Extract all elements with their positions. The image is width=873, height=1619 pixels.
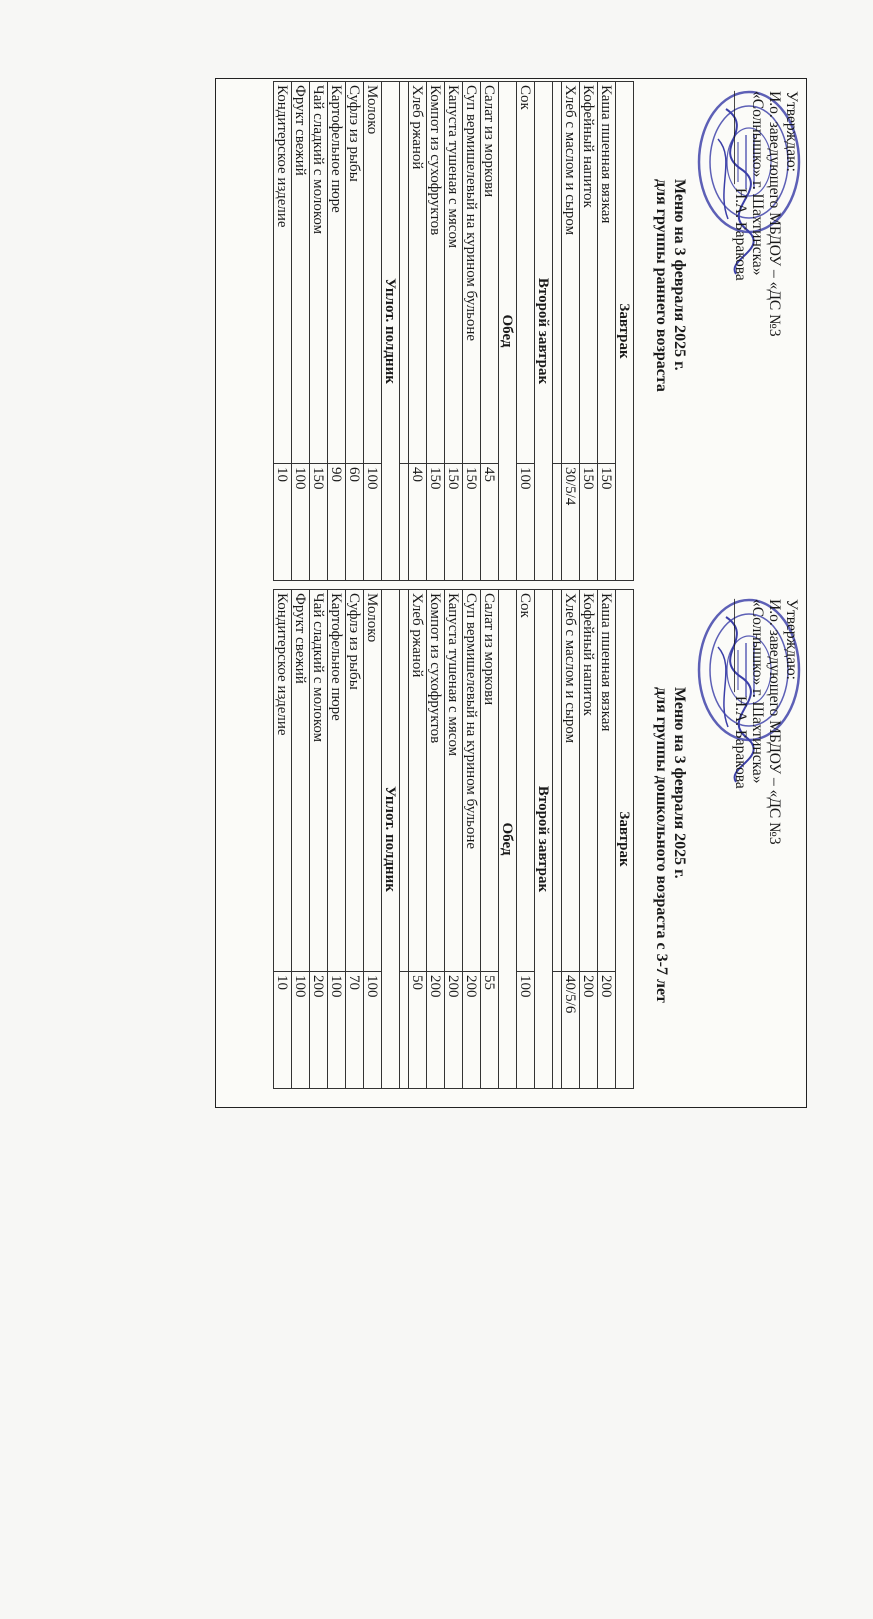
approval-line: Утверждаю: — [783, 599, 800, 680]
menu-table — [273, 589, 634, 1089]
table-row — [598, 590, 616, 1089]
approval-line: И.о. заведующего МБДОУ – «ДС №3 — [766, 599, 783, 845]
dish-qty: 10 — [274, 972, 292, 1089]
dish-qty: 100 — [328, 972, 346, 1089]
dish-qty: 200 — [463, 972, 481, 1089]
section-header: Завтрак — [616, 590, 634, 1089]
dish-qty: 100 — [364, 972, 382, 1089]
table-row — [445, 590, 463, 1089]
table-row — [364, 82, 382, 581]
table-row — [364, 590, 382, 1089]
table-row — [580, 82, 598, 581]
dish-name: Чай сладкий с молоком — [310, 82, 328, 464]
table-row — [562, 82, 580, 581]
section-header: Уплот. полдник — [382, 590, 400, 1089]
menu-title — [652, 687, 688, 1107]
dish-name: Салат из моркови — [481, 590, 499, 972]
approval-block — [732, 599, 800, 1019]
table-row — [598, 82, 616, 581]
menu-group: для группы дошкольного возраста с 3-7 лет — [653, 687, 670, 1003]
dish-qty: 90 — [328, 464, 346, 581]
dish-name: Молоко — [364, 82, 382, 464]
dish-name: Капуста тушеная с мясом — [445, 82, 463, 464]
approval-line: ____________ Н.А. Баракова — [732, 599, 749, 789]
dish-qty: 200 — [580, 972, 598, 1089]
table-row — [481, 590, 499, 1089]
menu-panel-preschool-age — [216, 587, 806, 1619]
table-row — [274, 82, 292, 581]
approval-line: Утверждаю: — [783, 91, 800, 172]
dish-name: Кофейный напиток — [580, 82, 598, 464]
table-row — [346, 82, 364, 581]
table-row — [562, 590, 580, 1089]
dish-name: Кондитерское изделие — [274, 590, 292, 972]
dish-qty: 100 — [292, 464, 310, 581]
table-row — [517, 590, 535, 1089]
dish-name: Компот из сухофруктов — [427, 82, 445, 464]
dish-qty: 200 — [445, 972, 463, 1089]
dish-name: Суп вермишелевый на курином бульоне — [463, 590, 481, 972]
table-row — [292, 82, 310, 581]
dish-qty: 150 — [463, 464, 481, 581]
dish-name: Сок — [517, 82, 535, 464]
dish-qty: 150 — [310, 464, 328, 581]
dish-name: Капуста тушеная с мясом — [445, 590, 463, 972]
table-row — [274, 590, 292, 1089]
dish-name: Хлеб ржаной — [409, 590, 427, 972]
dish-qty: 55 — [481, 972, 499, 1089]
menu-table — [273, 81, 634, 581]
dish-name: Суфлэ из рыбы — [346, 82, 364, 464]
dish-name: Фрукт свежий — [292, 590, 310, 972]
approval-block — [732, 91, 800, 511]
table-row — [409, 590, 427, 1089]
dish-qty: 100 — [517, 464, 535, 581]
dish-name: Суп вермишелевый на курином бульоне — [463, 82, 481, 464]
dish-name: Фрукт свежий — [292, 82, 310, 464]
table-row — [517, 82, 535, 581]
dish-qty: 100 — [364, 464, 382, 581]
table-row — [463, 82, 481, 581]
menu-title — [652, 179, 688, 599]
section-header: Обед — [499, 590, 517, 1089]
dish-name: Кофейный напиток — [580, 590, 598, 972]
dish-qty: 150 — [580, 464, 598, 581]
dish-qty: 60 — [346, 464, 364, 581]
table-row — [463, 590, 481, 1089]
dish-qty: 200 — [598, 972, 616, 1089]
table-row — [427, 590, 445, 1089]
dish-name: Каша пшенная вязкая — [598, 590, 616, 972]
table-row — [328, 590, 346, 1089]
dish-qty: 40 — [409, 464, 427, 581]
dish-qty: 50 — [409, 972, 427, 1089]
dish-name: Кондитерское изделие — [274, 82, 292, 464]
dish-name: Хлеб ржаной — [409, 82, 427, 464]
section-header: Второй завтрак — [535, 590, 553, 1089]
table-row — [328, 82, 346, 581]
section-header: Уплот. полдник — [382, 82, 400, 581]
dish-name: Каша пшенная вязкая — [598, 82, 616, 464]
dish-name: Суфлэ из рыбы — [346, 590, 364, 972]
table-row — [310, 82, 328, 581]
menu-group: для группы раннего возраста — [653, 179, 670, 392]
dish-name: Хлеб с маслом и сыром — [562, 82, 580, 464]
menu-sheet — [215, 78, 807, 1108]
approval-line: «Солнышко» г. Шахтинска» — [749, 599, 766, 784]
dish-qty: 100 — [292, 972, 310, 1089]
menu-date: Меню на 3 февраля 2025 г. — [671, 687, 688, 879]
table-row — [580, 590, 598, 1089]
dish-name: Молоко — [364, 590, 382, 972]
table-row — [427, 82, 445, 581]
dish-qty: 30/5/4 — [562, 464, 580, 581]
dish-qty: 45 — [481, 464, 499, 581]
dish-qty: 150 — [445, 464, 463, 581]
section-header: Завтрак — [616, 82, 634, 581]
table-row — [409, 82, 427, 581]
dish-name: Сок — [517, 590, 535, 972]
table-row — [445, 82, 463, 581]
approval-line: И.о. заведующего МБДОУ – «ДС №3 — [766, 91, 783, 337]
dish-qty: 10 — [274, 464, 292, 581]
approval-line: ____________ Н.А. Баракова — [732, 91, 749, 281]
section-header: Второй завтрак — [535, 82, 553, 581]
dish-name: Картофельное пюре — [328, 590, 346, 972]
dish-name: Салат из моркови — [481, 82, 499, 464]
table-row — [346, 590, 364, 1089]
table-row — [481, 82, 499, 581]
table-row — [310, 590, 328, 1089]
dish-qty: 200 — [310, 972, 328, 1089]
dish-qty: 150 — [598, 464, 616, 581]
dish-name: Хлеб с маслом и сыром — [562, 590, 580, 972]
approval-line: «Солнышко» г. Шахтинска» — [749, 91, 766, 276]
section-header: Обед — [499, 82, 517, 581]
dish-qty: 70 — [346, 972, 364, 1089]
dish-name: Картофельное пюре — [328, 82, 346, 464]
dish-qty: 40/5/6 — [562, 972, 580, 1089]
dish-name: Компот из сухофруктов — [427, 590, 445, 972]
dish-name: Чай сладкий с молоком — [310, 590, 328, 972]
menu-date: Меню на 3 февраля 2025 г. — [671, 179, 688, 371]
dish-qty: 100 — [517, 972, 535, 1089]
dish-qty: 200 — [427, 972, 445, 1089]
table-row — [292, 590, 310, 1089]
dish-qty: 150 — [427, 464, 445, 581]
